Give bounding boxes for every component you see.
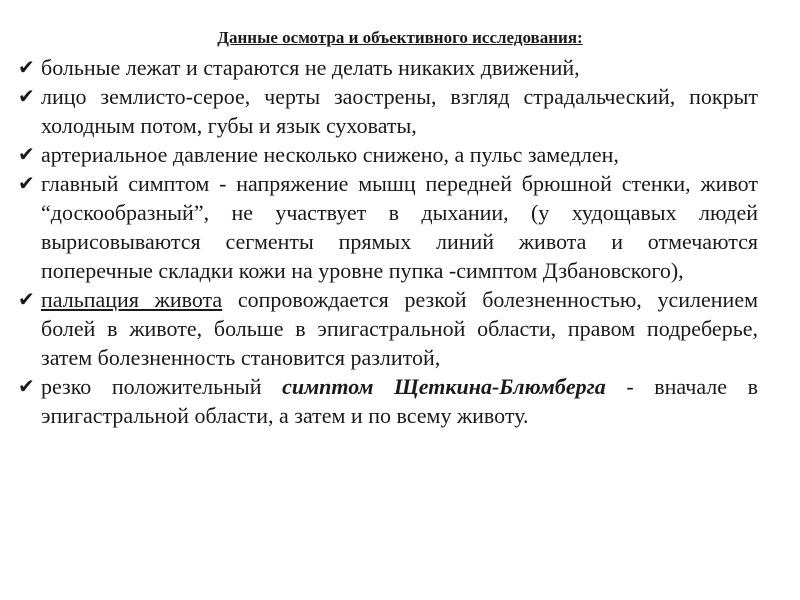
checkmark-icon: ✔ [18,374,35,398]
checkmark-icon: ✔ [18,84,35,108]
item-text: лицо землисто-серое, черты заострены, взгляд страдальческий, покрыт холодным потом, губы и язык суховаты, [41,84,758,138]
checkmark-icon: ✔ [18,287,35,311]
item-underlined-text: пальпация живота [41,287,223,312]
list-item [18,140,758,169]
findings-list [18,53,758,430]
checkmark-icon: ✔ [18,142,35,166]
item-text: главный симптом - напряжение мышц передней брюшной стенки, живот “доскообразный”, не участвует в дыхании, (у худощавых людей вырисовываются сегменты прямых линий живота и отмечаются поперечные складки кожи на уровне пупка -симптом Дзбановского), [41,171,758,283]
list-item [18,82,758,140]
item-emphasis-text: симптом Щеткина-Блюмберга [282,374,606,399]
checkmark-icon: ✔ [18,171,35,195]
item-text: - вначале в эпигастральной области, а затем и по всему животу. [41,374,759,428]
slide-heading: Данные осмотра и объективного исследования: [217,28,583,47]
list-item [18,53,758,82]
list-item [18,372,758,430]
list-item [18,285,758,372]
item-text: сопровождается резкой болезненностью, усилением болей в животе, больше в эпигастральной области, правом подреберье, затем болезненность становится разлитой, [41,287,759,370]
checkmark-icon: ✔ [18,55,35,79]
item-text: артериальное давление несколько снижено, а пульс замедлен, [41,142,619,167]
item-text: резко положительный [41,374,283,399]
list-item [18,169,758,285]
item-text: больные лежат и стараются не делать никаких движений, [41,55,580,80]
